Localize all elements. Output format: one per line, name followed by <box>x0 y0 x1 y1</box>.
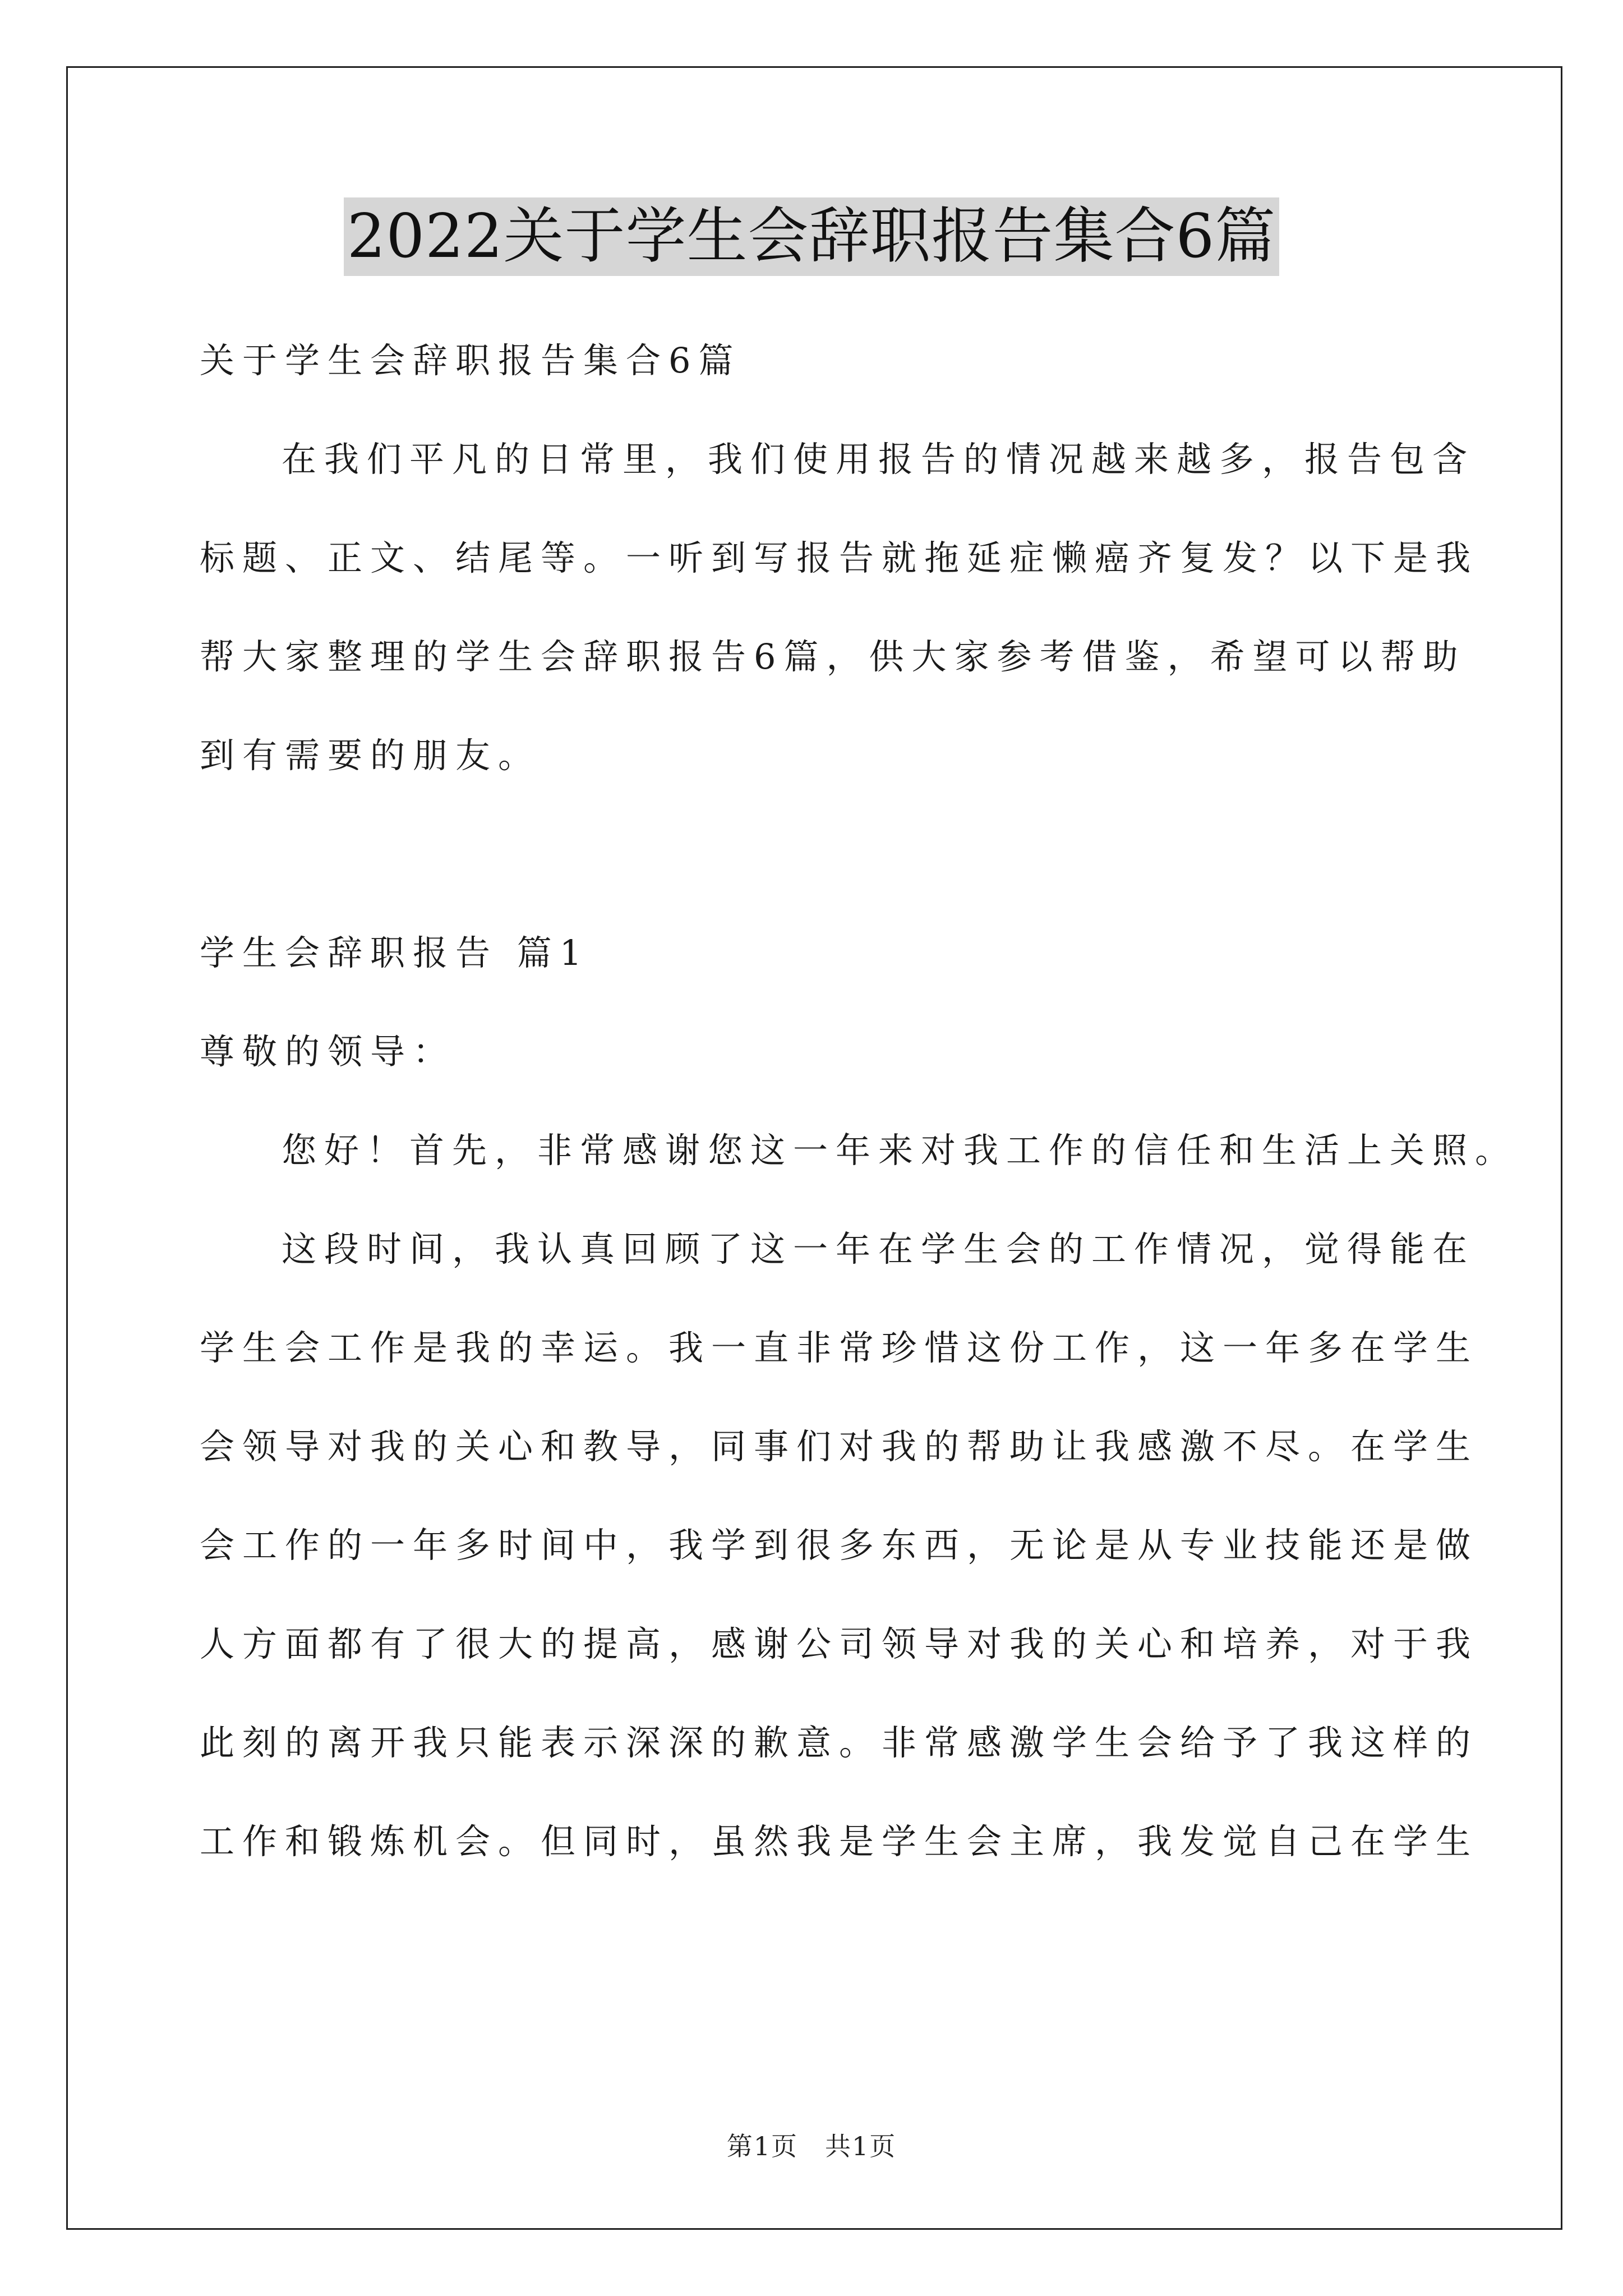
paragraph-line: 这段时间，我认真回顾了这一年在学生会的工作情况，觉得能在 <box>282 1228 1476 1269</box>
intro-line: 标题、正文、结尾等。一听到写报告就拖延症懒癌齐复发？以下是我 <box>200 537 1479 578</box>
paragraph-line: 工作和锻炼机会。但同时，虽然我是学生会主席，我发觉自己在学生 <box>200 1821 1479 1862</box>
title-container <box>0 197 1623 276</box>
salutation: 尊敬的领导： <box>200 1031 456 1072</box>
paragraph-line: 会工作的一年多时间中，我学到很多东西，无论是从专业技能还是做 <box>200 1525 1479 1566</box>
intro-line: 帮大家整理的学生会辞职报告6篇，供大家参考借鉴，希望可以帮助 <box>200 636 1466 677</box>
paragraph-line: 您好！首先，非常感谢您这一年来对我工作的信任和生活上关照。 <box>282 1130 1518 1171</box>
page-total: 共1页 <box>825 2131 897 2161</box>
section-heading: 学生会辞职报告 篇1 <box>200 932 590 973</box>
document-body <box>200 311 1518 1891</box>
document-title: 2022关于学生会辞职报告集合6篇 <box>344 197 1280 276</box>
paragraph-line: 学生会工作是我的幸运。我一直非常珍惜这份工作，这一年多在学生 <box>200 1327 1479 1368</box>
page-number: 第1页 <box>726 2131 798 2161</box>
paragraph-line: 人方面都有了很大的提高，感谢公司领导对我的关心和培养，对于我 <box>200 1623 1479 1664</box>
paragraph-line: 此刻的离开我只能表示深深的歉意。非常感激学生会给予了我这样的 <box>200 1722 1479 1763</box>
page-footer <box>0 2126 1623 2163</box>
intro-line: 到有需要的朋友。 <box>200 735 541 776</box>
document-subtitle: 关于学生会辞职报告集合6篇 <box>200 340 741 381</box>
intro-line: 在我们平凡的日常里，我们使用报告的情况越来越多，报告包含 <box>282 439 1476 480</box>
paragraph-gap <box>200 805 1433 904</box>
paragraph-line: 会领导对我的关心和教导，同事们对我的帮助让我感激不尽。在学生 <box>200 1426 1479 1467</box>
